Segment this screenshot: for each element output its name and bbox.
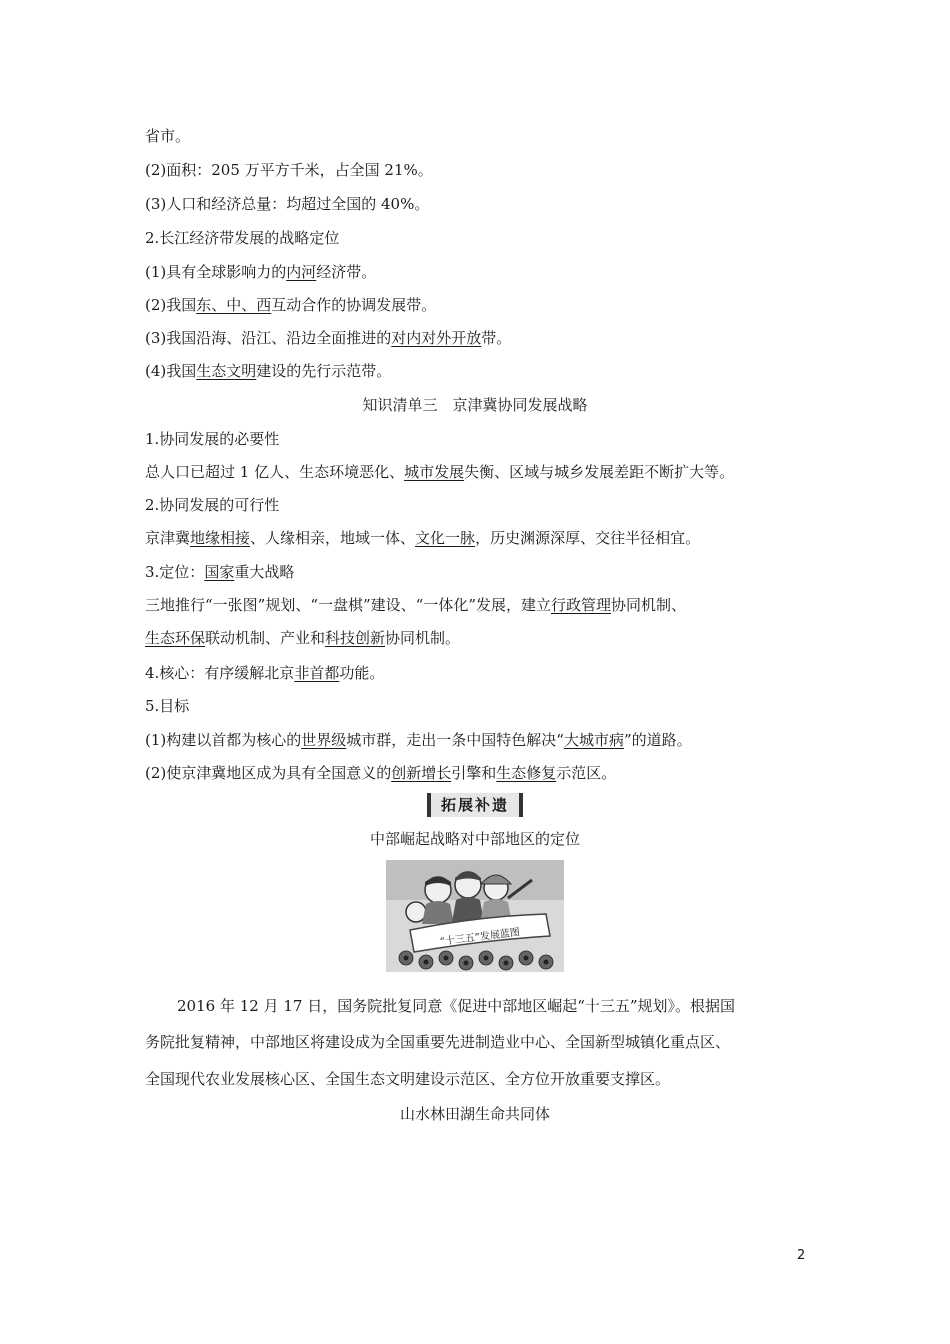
text-line: (1)具有全球影响力的内河经济带。 [145, 263, 377, 281]
answer-blank: 城市发展 [404, 463, 465, 481]
text-line: (3)人口和经济总量：均超过全国的 40%。 [145, 195, 430, 213]
paragraph-line: 2016 年 12 月 17 日，国务院批复同意《促进中部地区崛起“十三五”规划》。根据国 [177, 997, 736, 1015]
paragraph-line: 全国现代农业发展核心区、全国生态文明建设示范区、全方位开放重要支撑区。 [145, 1070, 671, 1088]
section-banner: 拓展补遗 [427, 793, 523, 817]
answer-blank: 非首都 [294, 664, 340, 682]
answer-blank: 生态环保 [145, 629, 206, 647]
text-line: 2.长江经济带发展的战略定位 [145, 229, 340, 247]
text-line: (4)我国生态文明建设的先行示范带。 [145, 362, 392, 380]
answer-blank: 对内对外开放 [391, 329, 482, 347]
section-title: 知识清单三 京津冀协同发展战略 [362, 396, 588, 414]
illustration-banner-text: “十三五”发展蓝图 [439, 927, 521, 948]
text-line: (2)使京津冀地区成为具有全国意义的创新增长引擎和生态修复示范区。 [145, 764, 617, 782]
text-line: 三地推行“一张图”规划、“一盘棋”建设、“一体化”发展，建立行政管理协同机制、 [145, 596, 687, 614]
page-number: 2 [797, 1248, 806, 1263]
answer-blank: 生态文明 [196, 362, 257, 380]
answer-blank: 世界级 [301, 731, 347, 749]
text-line: 2.协同发展的可行性 [145, 496, 280, 514]
answer-blank: 地缘相接 [190, 529, 251, 547]
text-line: (1)构建以首都为核心的世界级城市群，走出一条中国特色解决“大城市病”的道路。 [145, 731, 692, 749]
answer-blank: 国家 [204, 563, 235, 581]
answer-blank: 行政管理 [551, 596, 612, 614]
text-line: 京津冀地缘相接、人缘相亲，地域一体、文化一脉，历史渊源深厚、交往半径相宜。 [145, 529, 701, 547]
answer-blank: 科技创新 [325, 629, 386, 647]
text-line: 1.协同发展的必要性 [145, 430, 280, 448]
answer-blank: 内河 [286, 263, 317, 281]
text-line: 省市。 [145, 127, 191, 145]
answer-blank: 生态修复 [496, 764, 557, 782]
text-line: 4.核心：有序缓解北京非首都功能。 [145, 664, 385, 682]
text-line: (3)我国沿海、沿江、沿边全面推进的对内对外开放带。 [145, 329, 512, 347]
text-line: 5.目标 [145, 697, 190, 715]
text-line: (2)面积：205 万平方千米，占全国 21%。 [145, 161, 433, 179]
subtitle: 中部崛起战略对中部地区的定位 [369, 830, 580, 848]
text-line: 总人口已超过 1 亿人、生态环境恶化、城市发展失衡、区域与城乡发展差距不断扩大等。 [145, 463, 735, 481]
text-line: 3.定位：国家重大战略 [145, 563, 295, 581]
answer-blank: 东、中、西 [196, 296, 272, 314]
answer-blank: 文化一脉 [415, 529, 476, 547]
answer-blank: 创新增长 [391, 764, 452, 782]
blueprint-illustration [386, 860, 564, 972]
paragraph-line: 务院批复精神，中部地区将建设成为全国重要先进制造业中心、全国新型城镇化重点区、 [145, 1033, 731, 1051]
text-line: 生态环保联动机制、产业和科技创新协同机制。 [145, 629, 461, 647]
subtitle: 山水林田湖生命共同体 [399, 1105, 550, 1123]
answer-blank: 大城市病 [563, 731, 624, 749]
text-line: (2)我国东、中、西互动合作的协调发展带。 [145, 296, 437, 314]
